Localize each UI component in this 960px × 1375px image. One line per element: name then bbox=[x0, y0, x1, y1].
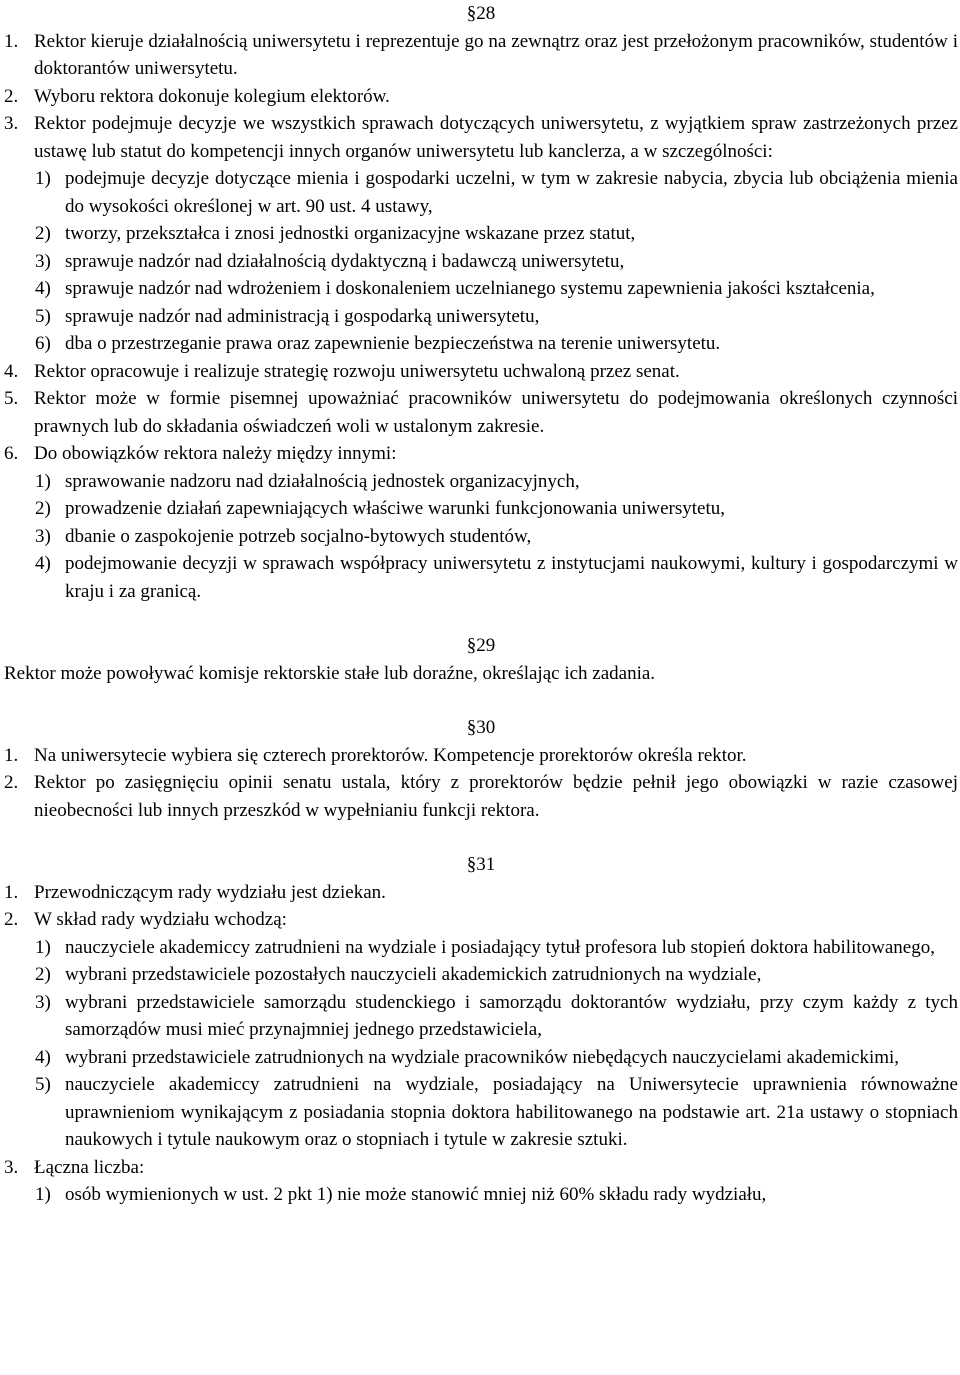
clause-item bbox=[4, 1154, 958, 1182]
clause-number: 2. bbox=[4, 772, 19, 793]
subclause-text: dba o przestrzeganie prawa oraz zapewnienie bezpieczeństwa na terenie uniwersytetu. bbox=[65, 333, 721, 354]
clause-text: Przewodniczącym rady wydziału jest dziekan. bbox=[34, 881, 386, 903]
clause-number: 2. bbox=[4, 85, 19, 107]
subclause-item bbox=[4, 275, 958, 303]
subclause-text: wybrani przedstawiciele zatrudnionych na wydziale pracowników niebędących nauczycielami akademickimi, bbox=[65, 1046, 900, 1068]
subclause-number: 5) bbox=[35, 1074, 51, 1095]
clause-text: Łączna liczba: bbox=[34, 1156, 145, 1178]
clause-text: Rektor może w formie pisemnej upoważniać pracowników uniwersytetu do podejmowania określonych czynności prawnych lub do składania oświadczeń woli w ustalonym zakresie. bbox=[34, 388, 958, 437]
clause-item bbox=[4, 28, 958, 83]
subclause-number: 4) bbox=[35, 278, 51, 299]
clause-item bbox=[4, 83, 958, 111]
section-sign-icon: § bbox=[466, 854, 477, 875]
subclause-item bbox=[4, 550, 958, 605]
subclause-item bbox=[4, 248, 958, 276]
subclause-number: 1) bbox=[35, 168, 51, 189]
subclause-text: wybrani przedstawiciele pozostałych nauczycieli akademickich zatrudnionych na wydziale, bbox=[65, 964, 762, 985]
subclause-text: sprawuje nadzór nad działalnością dydaktyczną i badawczą uniwersytetu, bbox=[65, 250, 625, 272]
clause-number: 6. bbox=[4, 443, 19, 464]
subclause-number: 1) bbox=[35, 470, 51, 492]
clause-text: Na uniwersytecie wybiera się czterech prorektorów. Kompetencje prorektorów określa rektor. bbox=[34, 744, 747, 766]
subclause-text: sprawowanie nadzoru nad działalnością jednostek organizacyjnych, bbox=[65, 470, 580, 492]
clause-text: Do obowiązków rektora należy między innymi: bbox=[34, 443, 397, 464]
section-sign-icon: § bbox=[466, 3, 477, 24]
subclause-text: sprawuje nadzór nad administracją i gospodarką uniwersytetu, bbox=[65, 305, 540, 327]
clause-text: Rektor podejmuje decyzje we wszystkich sprawach dotyczących uniwersytetu, z wyjątkiem spraw zastrzeżonych przez ustawę lub statut do kompetencji innych organów uniwersytetu lub kanclerza, a w szczególności: bbox=[34, 113, 958, 162]
subclause-text: tworzy, przekształca i znosi jednostki organizacyjne wskazane przez statut, bbox=[65, 223, 636, 244]
clause-number: 5. bbox=[4, 388, 19, 409]
subclause-number: 1) bbox=[35, 1184, 51, 1205]
subclause-number: 2) bbox=[35, 498, 51, 519]
subclause-item bbox=[4, 934, 958, 962]
subclause-text: podejmowanie decyzji w sprawach współpracy uniwersytetu z instytucjami naukowymi, kultury i gospodarczymi w kraju i za granicą. bbox=[65, 553, 958, 602]
subclause-item bbox=[4, 1181, 958, 1209]
clause-item bbox=[4, 742, 958, 770]
clause-item bbox=[4, 358, 958, 386]
subclause-item bbox=[4, 1071, 958, 1154]
subclause-item bbox=[4, 989, 958, 1044]
clause-number: 2. bbox=[4, 909, 19, 930]
subclause-item bbox=[4, 1044, 958, 1072]
subclause-number: 3) bbox=[35, 991, 51, 1013]
clause-item bbox=[4, 769, 958, 824]
clause-text: Rektor opracowuje i realizuje strategię rozwoju uniwersytetu uchwaloną przez senat. bbox=[34, 360, 680, 382]
section-sign-icon: § bbox=[466, 717, 477, 738]
subclause-item bbox=[4, 165, 958, 220]
subclause-number: 2) bbox=[35, 964, 51, 985]
subclause-item bbox=[4, 495, 958, 523]
section-number: 29 bbox=[476, 635, 496, 656]
clause-number: 3. bbox=[4, 1156, 19, 1178]
clause-number: 4. bbox=[4, 360, 19, 382]
section-header bbox=[4, 632, 958, 660]
subclause-text: podejmuje decyzje dotyczące mienia i gospodarki uczelni, w tym w zakresie nabycia, zbycia lub obciążenia mienia do wysokości określonej w art. 90 ust. 4 ustawy, bbox=[65, 168, 958, 217]
subclause-item bbox=[4, 961, 958, 989]
section-header bbox=[4, 851, 958, 879]
section-number: 30 bbox=[476, 717, 496, 738]
section-number: 31 bbox=[476, 854, 496, 875]
subclause-number: 2) bbox=[35, 223, 51, 244]
clause-text: W skład rady wydziału wchodzą: bbox=[34, 909, 287, 930]
subclause-item bbox=[4, 330, 958, 358]
subclause-item bbox=[4, 523, 958, 551]
statute-document bbox=[4, 0, 958, 1209]
subclause-text: nauczyciele akademiccy zatrudnieni na wydziale i posiadający tytuł profesora lub stopień doktora habilitowanego, bbox=[65, 936, 935, 958]
subclause-text: dbanie o zaspokojenie potrzeb socjalno-bytowych studentów, bbox=[65, 525, 532, 547]
subclause-number: 3) bbox=[35, 250, 51, 272]
subclause-item bbox=[4, 303, 958, 331]
clause-text: Wyboru rektora dokonuje kolegium elektorów. bbox=[34, 85, 390, 107]
section-header bbox=[4, 0, 958, 28]
clause-number: 1. bbox=[4, 30, 19, 52]
subclause-item bbox=[4, 468, 958, 496]
subclause-item bbox=[4, 220, 958, 248]
subclause-text: prowadzenie działań zapewniających właściwe warunki funkcjonowania uniwersytetu, bbox=[65, 498, 725, 519]
clause-number: 3. bbox=[4, 113, 19, 134]
subclause-number: 3) bbox=[35, 525, 51, 547]
subclause-text: wybrani przedstawiciele samorządu studenckiego i samorządu doktorantów wydziału, przy czym każdy z tych samorządów musi mieć przynajmniej jednego przedstawiciela, bbox=[65, 991, 958, 1040]
clause-text: Rektor po zasięgnięciu opinii senatu ustala, który z prorektorów będzie pełnił jego obowiązki w razie czasowej nieobecności lub innych przeszkód w wypełnianiu funkcji rektora. bbox=[34, 772, 958, 821]
subclause-number: 1) bbox=[35, 936, 51, 958]
subclause-number: 5) bbox=[35, 305, 51, 327]
clause-item bbox=[4, 110, 958, 165]
section-sign-icon: § bbox=[466, 635, 477, 656]
subclause-number: 6) bbox=[35, 333, 51, 354]
subclause-text: sprawuje nadzór nad wdrożeniem i doskonaleniem uczelnianego systemu zapewnienia jakości kształcenia, bbox=[65, 278, 875, 299]
subclause-text: nauczyciele akademiccy zatrudnieni na wydziale, posiadający na Uniwersytecie uprawnienia równoważne uprawnieniom wynikającym z posiadania stopnia doktora habilitowanego na podstawie art. 21a ustawy o stopniach naukowych i tytule naukowym oraz o stopniach i tytule w zakresie sztuki. bbox=[65, 1074, 958, 1150]
clause-number: 1. bbox=[4, 881, 19, 903]
clause-item bbox=[4, 385, 958, 440]
subclause-number: 4) bbox=[35, 553, 51, 574]
clause-item bbox=[4, 906, 958, 934]
section-number: 28 bbox=[476, 3, 496, 24]
clause-number: 1. bbox=[4, 744, 19, 766]
clause-item bbox=[4, 879, 958, 907]
subclause-number: 4) bbox=[35, 1046, 51, 1068]
clause-text: Rektor kieruje działalnością uniwersytetu i reprezentuje go na zewnątrz oraz jest przełożonym pracowników, studentów i doktorantów uniwersytetu. bbox=[34, 30, 958, 79]
section-paragraph: Rektor może powoływać komisje rektorskie stałe lub doraźne, określając ich zadania. bbox=[4, 662, 656, 684]
subclause-text: osób wymienionych w ust. 2 pkt 1) nie może stanowić mniej niż 60% składu rady wydziału, bbox=[65, 1184, 767, 1205]
section-header bbox=[4, 714, 958, 742]
clause-item bbox=[4, 440, 958, 468]
